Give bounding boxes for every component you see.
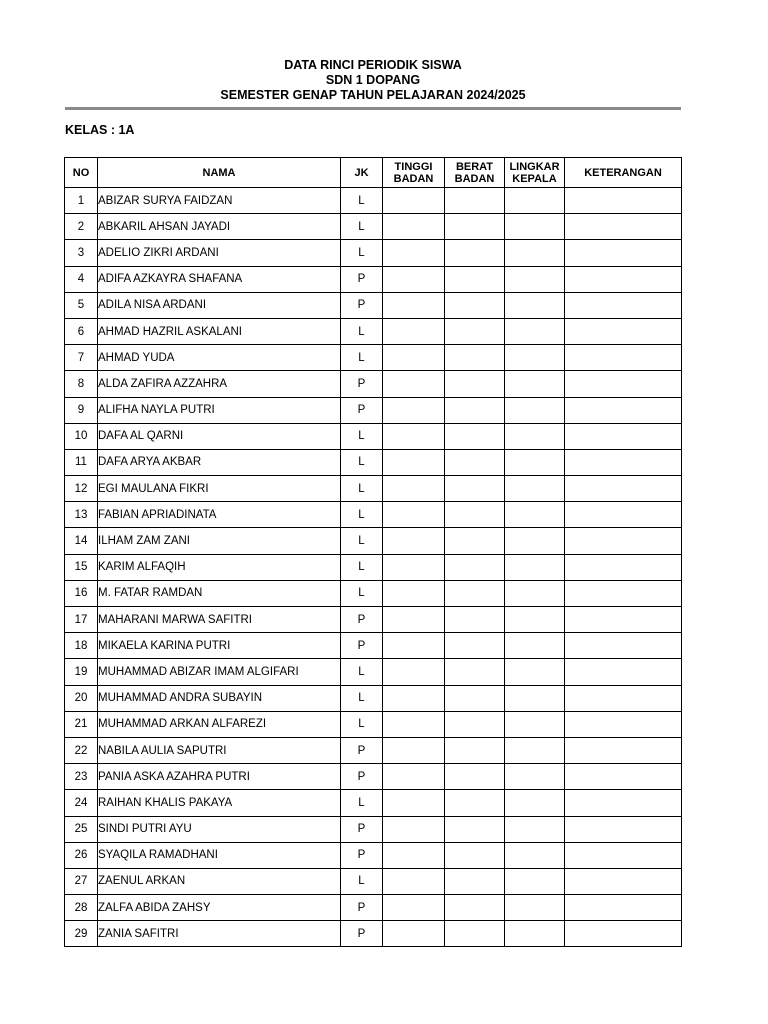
- cell-no: 18: [65, 633, 98, 659]
- table-row: [65, 476, 682, 502]
- cell-berat-badan: [445, 476, 505, 502]
- cell-keterangan: [565, 397, 682, 423]
- cell-tinggi-badan: [383, 318, 445, 344]
- cell-jk: P: [341, 266, 383, 292]
- cell-no: 19: [65, 659, 98, 685]
- cell-berat-badan: [445, 921, 505, 947]
- cell-no: 23: [65, 764, 98, 790]
- cell-nama: MIKAELA KARINA PUTRI: [98, 633, 341, 659]
- cell-no: 1: [65, 188, 98, 214]
- cell-lingkar-kepala: [505, 685, 565, 711]
- cell-tinggi-badan: [383, 685, 445, 711]
- cell-no: 14: [65, 528, 98, 554]
- cell-lingkar-kepala: [505, 502, 565, 528]
- cell-keterangan: [565, 240, 682, 266]
- cell-no: 9: [65, 397, 98, 423]
- cell-no: 29: [65, 921, 98, 947]
- cell-berat-badan: [445, 502, 505, 528]
- cell-jk: L: [341, 528, 383, 554]
- cell-nama: M. FATAR RAMDAN: [98, 580, 341, 606]
- cell-berat-badan: [445, 580, 505, 606]
- cell-lingkar-kepala: [505, 449, 565, 475]
- cell-keterangan: [565, 318, 682, 344]
- cell-keterangan: [565, 895, 682, 921]
- cell-keterangan: [565, 659, 682, 685]
- document-header: [0, 58, 746, 103]
- cell-keterangan: [565, 449, 682, 475]
- cell-jk: P: [341, 607, 383, 633]
- cell-berat-badan: [445, 266, 505, 292]
- table-row: [65, 685, 682, 711]
- cell-tinggi-badan: [383, 292, 445, 318]
- cell-keterangan: [565, 737, 682, 763]
- cell-lingkar-kepala: [505, 607, 565, 633]
- semester-label: SEMESTER GENAP TAHUN PELAJARAN 2024/2025: [220, 88, 526, 102]
- cell-keterangan: [565, 292, 682, 318]
- cell-berat-badan: [445, 764, 505, 790]
- cell-berat-badan: [445, 659, 505, 685]
- cell-nama: SINDI PUTRI AYU: [98, 816, 341, 842]
- cell-keterangan: [565, 816, 682, 842]
- cell-lingkar-kepala: [505, 580, 565, 606]
- table-row: [65, 895, 682, 921]
- cell-lingkar-kepala: [505, 816, 565, 842]
- cell-jk: L: [341, 790, 383, 816]
- cell-nama: AHMAD HAZRIL ASKALANI: [98, 318, 341, 344]
- cell-keterangan: [565, 790, 682, 816]
- cell-lingkar-kepala: [505, 345, 565, 371]
- table-row: [65, 659, 682, 685]
- cell-nama: DAFA AL QARNI: [98, 423, 341, 449]
- cell-jk: L: [341, 868, 383, 894]
- cell-keterangan: [565, 711, 682, 737]
- cell-no: 10: [65, 423, 98, 449]
- cell-tinggi-badan: [383, 842, 445, 868]
- cell-no: 27: [65, 868, 98, 894]
- cell-tinggi-badan: [383, 528, 445, 554]
- cell-tinggi-badan: [383, 607, 445, 633]
- cell-lingkar-kepala: [505, 371, 565, 397]
- cell-tinggi-badan: [383, 371, 445, 397]
- cell-keterangan: [565, 423, 682, 449]
- cell-no: 24: [65, 790, 98, 816]
- cell-jk: L: [341, 685, 383, 711]
- table-row: [65, 266, 682, 292]
- table-row: [65, 607, 682, 633]
- cell-no: 15: [65, 554, 98, 580]
- cell-no: 6: [65, 318, 98, 344]
- cell-nama: ILHAM ZAM ZANI: [98, 528, 341, 554]
- table-row: [65, 188, 682, 214]
- cell-keterangan: [565, 685, 682, 711]
- cell-no: 2: [65, 214, 98, 240]
- cell-lingkar-kepala: [505, 528, 565, 554]
- cell-no: 7: [65, 345, 98, 371]
- cell-nama: MAHARANI MARWA SAFITRI: [98, 607, 341, 633]
- table-row: [65, 842, 682, 868]
- cell-keterangan: [565, 554, 682, 580]
- cell-jk: P: [341, 816, 383, 842]
- cell-no: 16: [65, 580, 98, 606]
- cell-no: 3: [65, 240, 98, 266]
- cell-keterangan: [565, 188, 682, 214]
- table-row: [65, 737, 682, 763]
- cell-lingkar-kepala: [505, 842, 565, 868]
- cell-lingkar-kepala: [505, 240, 565, 266]
- cell-lingkar-kepala: [505, 868, 565, 894]
- cell-tinggi-badan: [383, 476, 445, 502]
- table-row: [65, 423, 682, 449]
- cell-no: 25: [65, 816, 98, 842]
- col-header-jk: JK: [341, 158, 383, 188]
- col-header-nama: NAMA: [98, 158, 341, 188]
- cell-lingkar-kepala: [505, 423, 565, 449]
- cell-nama: ADILA NISA ARDANI: [98, 292, 341, 318]
- cell-keterangan: [565, 345, 682, 371]
- table-row: [65, 790, 682, 816]
- cell-jk: L: [341, 711, 383, 737]
- cell-jk: P: [341, 292, 383, 318]
- cell-keterangan: [565, 764, 682, 790]
- table-row: [65, 554, 682, 580]
- col-header-berat-line2: BADAN: [454, 172, 495, 185]
- cell-nama: ALIFHA NAYLA PUTRI: [98, 397, 341, 423]
- cell-jk: P: [341, 371, 383, 397]
- cell-nama: ALDA ZAFIRA AZZAHRA: [98, 371, 341, 397]
- cell-jk: P: [341, 921, 383, 947]
- cell-berat-badan: [445, 842, 505, 868]
- class-label: KELAS : 1A: [65, 123, 135, 137]
- cell-jk: L: [341, 580, 383, 606]
- cell-nama: ZAENUL ARKAN: [98, 868, 341, 894]
- table-row: [65, 397, 682, 423]
- document-title: DATA RINCI PERIODIK SISWA: [284, 58, 462, 72]
- cell-jk: P: [341, 397, 383, 423]
- cell-berat-badan: [445, 449, 505, 475]
- cell-tinggi-badan: [383, 188, 445, 214]
- cell-keterangan: [565, 633, 682, 659]
- col-header-keterangan: KETERANGAN: [565, 158, 682, 188]
- cell-keterangan: [565, 580, 682, 606]
- cell-berat-badan: [445, 423, 505, 449]
- cell-nama: ABIZAR SURYA FAIDZAN: [98, 188, 341, 214]
- cell-jk: L: [341, 449, 383, 475]
- cell-keterangan: [565, 528, 682, 554]
- cell-berat-badan: [445, 737, 505, 763]
- cell-no: 28: [65, 895, 98, 921]
- cell-lingkar-kepala: [505, 554, 565, 580]
- cell-berat-badan: [445, 371, 505, 397]
- cell-keterangan: [565, 266, 682, 292]
- cell-tinggi-badan: [383, 449, 445, 475]
- cell-berat-badan: [445, 633, 505, 659]
- cell-berat-badan: [445, 528, 505, 554]
- col-header-berat-badan: [445, 158, 505, 188]
- cell-jk: L: [341, 554, 383, 580]
- cell-jk: L: [341, 188, 383, 214]
- cell-keterangan: [565, 868, 682, 894]
- cell-lingkar-kepala: [505, 476, 565, 502]
- cell-jk: L: [341, 502, 383, 528]
- cell-nama: ADIFA AZKAYRA SHAFANA: [98, 266, 341, 292]
- table-row: [65, 868, 682, 894]
- table-row: [65, 214, 682, 240]
- cell-jk: P: [341, 737, 383, 763]
- cell-keterangan: [565, 476, 682, 502]
- col-header-lingkar-line1: LINGKAR: [509, 160, 560, 173]
- cell-nama: ZANIA SAFITRI: [98, 921, 341, 947]
- col-header-tinggi-line1: TINGGI: [394, 160, 433, 173]
- cell-jk: P: [341, 633, 383, 659]
- cell-jk: L: [341, 476, 383, 502]
- cell-lingkar-kepala: [505, 764, 565, 790]
- cell-keterangan: [565, 371, 682, 397]
- cell-tinggi-badan: [383, 659, 445, 685]
- cell-tinggi-badan: [383, 240, 445, 266]
- cell-berat-badan: [445, 214, 505, 240]
- cell-berat-badan: [445, 554, 505, 580]
- cell-jk: L: [341, 240, 383, 266]
- cell-nama: DAFA ARYA AKBAR: [98, 449, 341, 475]
- cell-jk: P: [341, 842, 383, 868]
- cell-tinggi-badan: [383, 921, 445, 947]
- cell-no: 22: [65, 737, 98, 763]
- cell-tinggi-badan: [383, 764, 445, 790]
- school-name: SDN 1 DOPANG: [325, 73, 421, 87]
- cell-lingkar-kepala: [505, 790, 565, 816]
- cell-tinggi-badan: [383, 816, 445, 842]
- cell-nama: EGI MAULANA FIKRI: [98, 476, 341, 502]
- table-row: [65, 633, 682, 659]
- cell-nama: ZALFA ABIDA ZAHSY: [98, 895, 341, 921]
- col-header-no: NO: [65, 158, 98, 188]
- cell-keterangan: [565, 502, 682, 528]
- cell-jk: L: [341, 659, 383, 685]
- cell-tinggi-badan: [383, 580, 445, 606]
- cell-nama: SYAQILA RAMADHANI: [98, 842, 341, 868]
- col-header-lingkar-kepala: [505, 158, 565, 188]
- cell-no: 21: [65, 711, 98, 737]
- cell-jk: L: [341, 345, 383, 371]
- table-row: [65, 449, 682, 475]
- cell-nama: MUHAMMAD ABIZAR IMAM ALGIFARI: [98, 659, 341, 685]
- cell-no: 11: [65, 449, 98, 475]
- cell-keterangan: [565, 214, 682, 240]
- cell-lingkar-kepala: [505, 397, 565, 423]
- header-divider: [65, 107, 681, 110]
- cell-nama: KARIM ALFAQIH: [98, 554, 341, 580]
- table-row: [65, 345, 682, 371]
- cell-tinggi-badan: [383, 502, 445, 528]
- cell-berat-badan: [445, 345, 505, 371]
- col-header-tinggi-line2: BADAN: [393, 172, 434, 185]
- cell-tinggi-badan: [383, 423, 445, 449]
- cell-berat-badan: [445, 816, 505, 842]
- cell-nama: AHMAD YUDA: [98, 345, 341, 371]
- cell-tinggi-badan: [383, 554, 445, 580]
- table-row: [65, 580, 682, 606]
- cell-tinggi-badan: [383, 266, 445, 292]
- cell-tinggi-badan: [383, 790, 445, 816]
- cell-lingkar-kepala: [505, 895, 565, 921]
- student-table: [64, 157, 682, 947]
- cell-jk: P: [341, 764, 383, 790]
- cell-berat-badan: [445, 318, 505, 344]
- cell-berat-badan: [445, 607, 505, 633]
- cell-no: 4: [65, 266, 98, 292]
- table-row: [65, 816, 682, 842]
- cell-jk: P: [341, 895, 383, 921]
- cell-keterangan: [565, 921, 682, 947]
- cell-lingkar-kepala: [505, 711, 565, 737]
- cell-no: 8: [65, 371, 98, 397]
- cell-berat-badan: [445, 240, 505, 266]
- cell-berat-badan: [445, 685, 505, 711]
- cell-no: 20: [65, 685, 98, 711]
- cell-tinggi-badan: [383, 868, 445, 894]
- col-header-berat-line1: BERAT: [455, 160, 494, 173]
- cell-jk: L: [341, 423, 383, 449]
- cell-keterangan: [565, 842, 682, 868]
- cell-lingkar-kepala: [505, 737, 565, 763]
- table-row: [65, 528, 682, 554]
- col-header-tinggi-badan: [383, 158, 445, 188]
- cell-berat-badan: [445, 711, 505, 737]
- cell-tinggi-badan: [383, 345, 445, 371]
- cell-tinggi-badan: [383, 397, 445, 423]
- cell-berat-badan: [445, 188, 505, 214]
- cell-tinggi-badan: [383, 895, 445, 921]
- table-row: [65, 921, 682, 947]
- cell-tinggi-badan: [383, 633, 445, 659]
- cell-nama: MUHAMMAD ANDRA SUBAYIN: [98, 685, 341, 711]
- cell-berat-badan: [445, 868, 505, 894]
- cell-nama: NABILA AULIA SAPUTRI: [98, 737, 341, 763]
- cell-lingkar-kepala: [505, 214, 565, 240]
- cell-lingkar-kepala: [505, 318, 565, 344]
- cell-lingkar-kepala: [505, 266, 565, 292]
- table-row: [65, 371, 682, 397]
- table-row: [65, 318, 682, 344]
- cell-tinggi-badan: [383, 214, 445, 240]
- cell-lingkar-kepala: [505, 659, 565, 685]
- cell-no: 26: [65, 842, 98, 868]
- cell-nama: MUHAMMAD ARKAN ALFAREZI: [98, 711, 341, 737]
- cell-berat-badan: [445, 397, 505, 423]
- table-row: [65, 292, 682, 318]
- cell-nama: FABIAN APRIADINATA: [98, 502, 341, 528]
- cell-tinggi-badan: [383, 711, 445, 737]
- cell-lingkar-kepala: [505, 188, 565, 214]
- cell-nama: RAIHAN KHALIS PAKAYA: [98, 790, 341, 816]
- cell-nama: ADELIO ZIKRI ARDANI: [98, 240, 341, 266]
- cell-tinggi-badan: [383, 737, 445, 763]
- cell-berat-badan: [445, 895, 505, 921]
- table-row: [65, 764, 682, 790]
- cell-no: 13: [65, 502, 98, 528]
- table-row: [65, 711, 682, 737]
- cell-nama: PANIA ASKA AZAHRA PUTRI: [98, 764, 341, 790]
- table-header-row: [65, 158, 682, 188]
- cell-berat-badan: [445, 292, 505, 318]
- cell-lingkar-kepala: [505, 292, 565, 318]
- cell-berat-badan: [445, 790, 505, 816]
- cell-nama: ABKARIL AHSAN JAYADI: [98, 214, 341, 240]
- cell-no: 5: [65, 292, 98, 318]
- cell-no: 12: [65, 476, 98, 502]
- cell-keterangan: [565, 607, 682, 633]
- cell-jk: L: [341, 318, 383, 344]
- table-row: [65, 502, 682, 528]
- cell-no: 17: [65, 607, 98, 633]
- table-row: [65, 240, 682, 266]
- cell-jk: L: [341, 214, 383, 240]
- cell-lingkar-kepala: [505, 633, 565, 659]
- cell-lingkar-kepala: [505, 921, 565, 947]
- col-header-lingkar-line2: KEPALA: [512, 172, 557, 185]
